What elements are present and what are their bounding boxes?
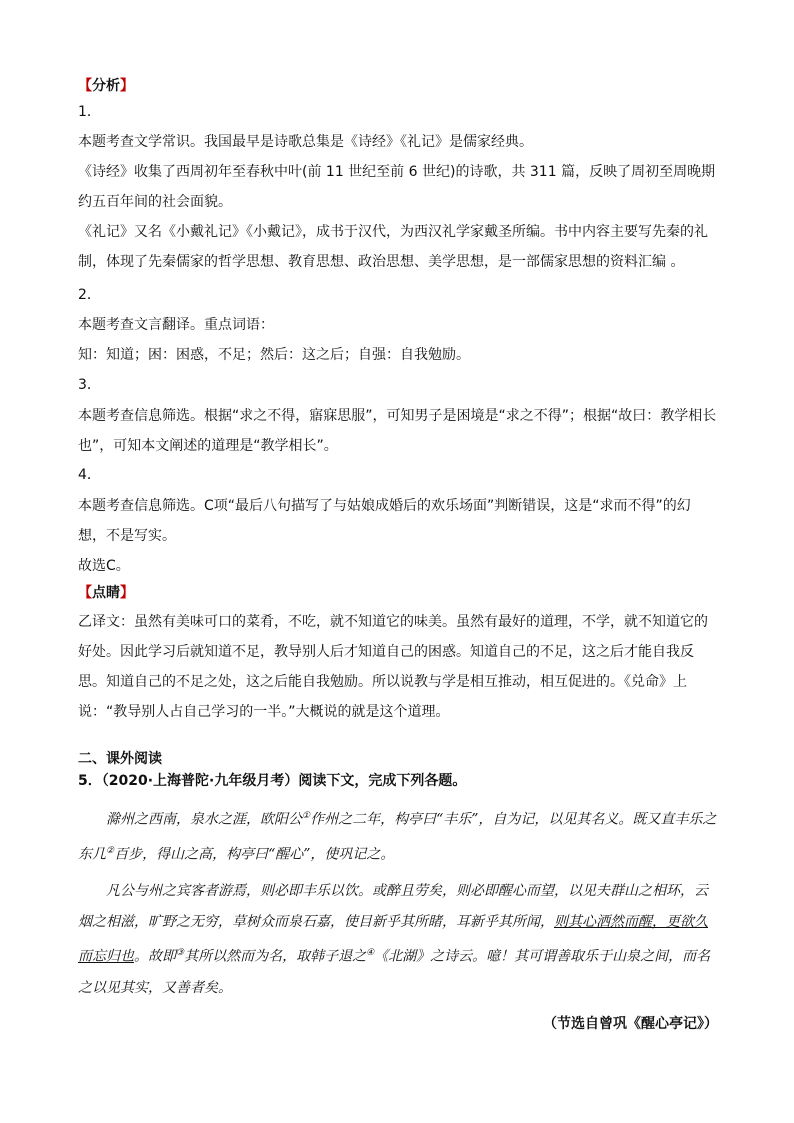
dianjing-translation: 乙译文：虽然有美味可口的菜肴，不吃，就不知道它的味美。虽然有最好的道理，不学，就不知道它的好处。因此学习后就知道不足，教导别人后才知道自己的困惑。知道自己的不足，这之后才能自我反思。知道自己的不足之处，这之后能自我勉励。所以说教与学是相互推动，相互促进的。《兑命》上说：“教导别人占自己学习的一半。”大概说的就是这个道理。	[78, 614, 708, 720]
document-page	[78, 76, 718, 1048]
section-title: 二、课外阅读	[78, 751, 162, 767]
item-number: 4．	[78, 467, 101, 483]
dianjing-heading	[78, 583, 718, 603]
item-paragraph: 《诗经》收集了西周初年至春秋中叶(前 11 世纪至前 6 世纪)的诗歌，共 311 篇，反映了周初至周晚期约五百年间的社会面貌。	[78, 164, 716, 210]
heading-bracket-close: 】	[120, 585, 134, 601]
footnote-marker: ③	[176, 948, 185, 959]
underlined-sentence: 则其心洒然而醒，更欲久而忘归也	[78, 914, 708, 965]
classical-paragraph-1	[78, 801, 718, 870]
analysis-item-4	[78, 465, 718, 581]
source-citation: （节选自曾巩《醒心亭记》）	[543, 1015, 718, 1032]
analysis-heading-text: 分析	[92, 78, 120, 94]
item-paragraph: 本题考查信息筛选。根据“求之不得，寤寐思服”，可知男子是困境是“求之不得”；根据“故曰：教学相长也”，可知本文阐述的道理是“教学相长”。	[78, 408, 717, 454]
footnote-marker: ②	[106, 845, 115, 856]
item-number: 3．	[78, 377, 101, 393]
classical-text: 《北湖》之诗云。噫！其可谓善取乐于山泉之间，而名之以见其实，又善者矣。	[78, 948, 711, 996]
classical-text: 作州之二年，构亭曰“丰乐”，自为记，以见其名义。既又直丰乐之东几	[78, 811, 717, 863]
classical-text: 其所以然而为名，取韩子退之	[184, 948, 367, 965]
classical-text: 凡公与州之宾客者游焉，则必即丰乐以饮。或醉且劳矣，则必即醒心而望，以见夫群山之相环，云烟之相滋，旷野之无穷，草树众而泉石嘉，使目新乎其所睹，耳新乎其所闻，	[78, 883, 708, 931]
question-stem: 5．（2020·上海普陀·九年级月考）阅读下文，完成下列各题。	[78, 773, 467, 789]
item-paragraph: 本题考查文学常识。我国最早是诗歌总集是《诗经》《礼记》是儒家经典。	[78, 134, 533, 150]
item-number: 1．	[78, 104, 101, 120]
item-paragraph: 本题考查信息筛选。C项“最后八句描写了与姑娘成婚后的欢乐场面”判断错误，这是“求而不得”的幻想，不是写实。	[78, 498, 691, 544]
classical-text: 。故即	[134, 948, 176, 965]
classical-paragraph-2	[78, 876, 718, 1004]
analysis-item-2	[78, 285, 718, 365]
footnote-marker: ①	[302, 811, 311, 821]
heading-bracket-close: 】	[120, 78, 134, 94]
classical-text: 百步，得山之高，构亭曰“醒心”，使巩记之。	[114, 846, 395, 863]
item-paragraph: 故选C。	[78, 558, 130, 574]
item-paragraph: 知：知道；困：困惑，不足；然后：这之后；自强：自我勉励。	[78, 347, 470, 363]
analysis-item-3	[78, 375, 718, 461]
heading-bracket-open: 【	[78, 78, 92, 94]
analysis-heading	[78, 76, 718, 96]
item-paragraph: 《礼记》又名《小戴礼记》《小戴记》，成书于汉代，为西汉礼学家戴圣所编。书中内容主要写先秦的礼制，体现了先秦儒家的哲学思想、教育思想、政治思想、美学思想，是一部儒家思想的资料汇编 。	[78, 224, 708, 270]
item-number: 2．	[78, 287, 101, 303]
item-paragraph: 本题考查文言翻译。重点词语：	[78, 317, 274, 333]
analysis-item-1	[78, 102, 718, 277]
footnote-marker: ④	[366, 948, 375, 959]
classical-text: 滁州之西南，泉水之涯，欧阳公	[106, 811, 302, 828]
dianjing-heading-text: 点睛	[92, 585, 120, 601]
heading-bracket-open: 【	[78, 585, 92, 601]
